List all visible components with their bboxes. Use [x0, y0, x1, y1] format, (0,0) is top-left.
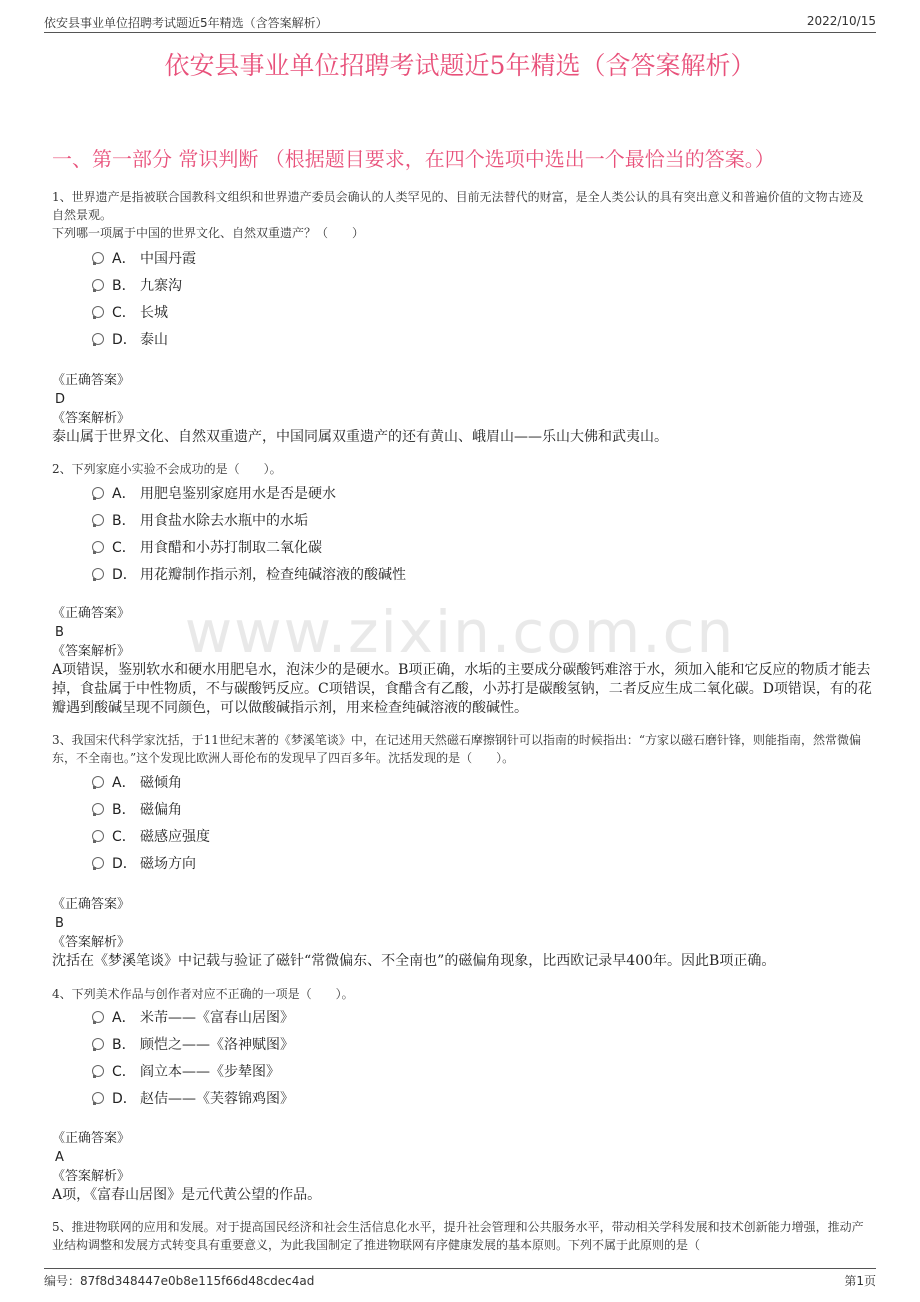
explain-text: 沈括在《梦溪笔谈》中记载与验证了磁针“常微偏东、不全南也”的磁偏角现象，比西欧记录早400年。因此B项正确。: [52, 953, 776, 969]
explain-text: A项，《富春山居图》是元代黄公望的作品。: [52, 1187, 322, 1203]
radio-icon[interactable]: [92, 1038, 104, 1050]
explain-text: A项错误，鉴别软水和硬水用肥皂水，泡沫少的是硬水。B项正确，水垢的主要成分碳酸钙难溶于水，须加入能和它反应的物质才能去掉，食盐属于中性物质，不与碳酸钙反应。C项错误，食醋含有乙酸，小苏打是碳酸氢钠，二者反应生成二氧化碳。D项错误，有的花瓣遇到酸碱呈现不同颜色，可以做酸碱指示剂，用来检查纯碱溶液的酸碱性。: [52, 662, 872, 716]
radio-icon[interactable]: [92, 830, 104, 842]
explain-tag: 《答案解析》: [52, 1169, 131, 1184]
option-d[interactable]: D． 磁场方向: [92, 849, 210, 876]
option-d[interactable]: D． 赵佶——《芙蓉锦鸡图》: [92, 1084, 294, 1111]
question-1-answer: [52, 371, 872, 447]
section-heading: 一、第一部分 常识判断 （根据题目要求，在四个选项中选出一个最恰当的答案。）: [52, 147, 775, 171]
radio-icon[interactable]: [92, 1065, 104, 1077]
option-a[interactable]: A． 磁倾角: [92, 768, 210, 795]
answer-value: D: [55, 392, 66, 407]
option-a[interactable]: A． 用肥皂鉴别家庭用水是否是硬水: [92, 479, 406, 506]
option-c[interactable]: C． 阎立本——《步辇图》: [92, 1057, 294, 1084]
answer-tag: 《正确答案》: [52, 373, 131, 388]
radio-icon[interactable]: [92, 279, 104, 291]
question-3-options: [92, 768, 210, 876]
document-title: 依安县事业单位招聘考试题近5年精选（含答案解析）: [164, 51, 756, 80]
option-b[interactable]: B． 九寨沟: [92, 271, 196, 298]
question-1-stem: [52, 188, 870, 242]
option-b[interactable]: B． 顾恺之——《洛神赋图》: [92, 1030, 294, 1057]
option-b[interactable]: B． 磁偏角: [92, 795, 210, 822]
radio-icon[interactable]: [92, 776, 104, 788]
watermark: www.zixin.com.cn: [184, 598, 736, 666]
question-2-stem: [52, 460, 870, 478]
question-text: 5、推进物联网的应用和发展。对于提高国民经济和社会生活信息化水平，提升社会管理和公共服务水平，带动相关学科发展和技术创新能力增强，推动产业结构调整和发展方式转变具有重要意义，为此我国制定了推进物联网有序健康发展的基本原则。下列不属于此原则的是（: [52, 1220, 864, 1252]
radio-icon[interactable]: [92, 514, 104, 526]
radio-icon[interactable]: [92, 1011, 104, 1023]
header-date: 2022/10/15: [806, 14, 876, 28]
question-text: 1、世界遗产是指被联合国教科文组织和世界遗产委员会确认的人类罕见的、目前无法替代的财富，是全人类公认的具有突出意义和普遍价值的文物古迹及自然景观。: [52, 190, 864, 222]
question-3-answer: [52, 895, 872, 971]
radio-icon[interactable]: [92, 803, 104, 815]
option-c[interactable]: C． 长城: [92, 298, 196, 325]
question-text: 2、下列家庭小实验不会成功的是（ ）。: [52, 462, 282, 476]
radio-icon[interactable]: [92, 487, 104, 499]
question-4-options: [92, 1003, 294, 1111]
question-3-stem: [52, 731, 870, 767]
footer-page-number: 第1页: [844, 1274, 876, 1288]
option-d[interactable]: D． 泰山: [92, 325, 196, 352]
answer-value: B: [55, 625, 64, 640]
footer-code: 编号：87f8d348447e0b8e115f66d48cdec4ad: [44, 1274, 315, 1288]
page-footer: [44, 1268, 876, 1291]
question-text: 4、下列美术作品与创作者对应不正确的一项是（ ）。: [52, 987, 354, 1001]
answer-tag: 《正确答案》: [52, 897, 131, 912]
radio-icon[interactable]: [92, 333, 104, 345]
header-doc-title: 依安县事业单位招聘考试题近5年精选（含答案解析）: [44, 16, 328, 30]
question-text: 3、我国宋代科学家沈括，于11世纪末著的《梦溪笔谈》中，在记述用天然磁石摩擦钢针可以指南的时候指出：“方家以磁石磨针锋，则能指南，然常微偏东，不全南也。”这个发现比欧洲人哥伦布的发现早了四百多年。沈括发现的是（ ）。: [52, 733, 862, 765]
question-4-stem: [52, 985, 870, 1003]
question-4-answer: [52, 1129, 872, 1205]
page-header: [44, 12, 876, 33]
answer-tag: 《正确答案》: [52, 1131, 131, 1146]
option-c[interactable]: C． 用食醋和小苏打制取二氧化碳: [92, 533, 406, 560]
option-c[interactable]: C． 磁感应强度: [92, 822, 210, 849]
explain-tag: 《答案解析》: [52, 411, 131, 426]
explain-text: 泰山属于世界文化、自然双重遗产，中国同属双重遗产的还有黄山、峨眉山——乐山大佛和武夷山。: [52, 429, 668, 445]
radio-icon[interactable]: [92, 857, 104, 869]
explain-tag: 《答案解析》: [52, 935, 131, 950]
option-b[interactable]: B． 用食盐水除去水瓶中的水垢: [92, 506, 406, 533]
radio-icon[interactable]: [92, 252, 104, 264]
radio-icon[interactable]: [92, 306, 104, 318]
radio-icon[interactable]: [92, 568, 104, 580]
option-d[interactable]: D． 用花瓣制作指示剂，检查纯碱溶液的酸碱性: [92, 560, 406, 587]
explain-tag: 《答案解析》: [52, 644, 131, 659]
question-2-answer: [52, 604, 872, 718]
question-1-options: [92, 244, 196, 352]
question-5-stem: [52, 1218, 870, 1254]
radio-icon[interactable]: [92, 1092, 104, 1104]
question-text-2: 下列哪一项属于中国的世界文化、自然双重遗产？（ ）: [52, 226, 365, 240]
radio-icon[interactable]: [92, 541, 104, 553]
option-a[interactable]: A． 中国丹霞: [92, 244, 196, 271]
answer-value: B: [55, 916, 64, 931]
question-2-options: [92, 479, 406, 587]
answer-tag: 《正确答案》: [52, 606, 131, 621]
option-a[interactable]: A． 米芾——《富春山居图》: [92, 1003, 294, 1030]
answer-value: A: [55, 1150, 64, 1165]
